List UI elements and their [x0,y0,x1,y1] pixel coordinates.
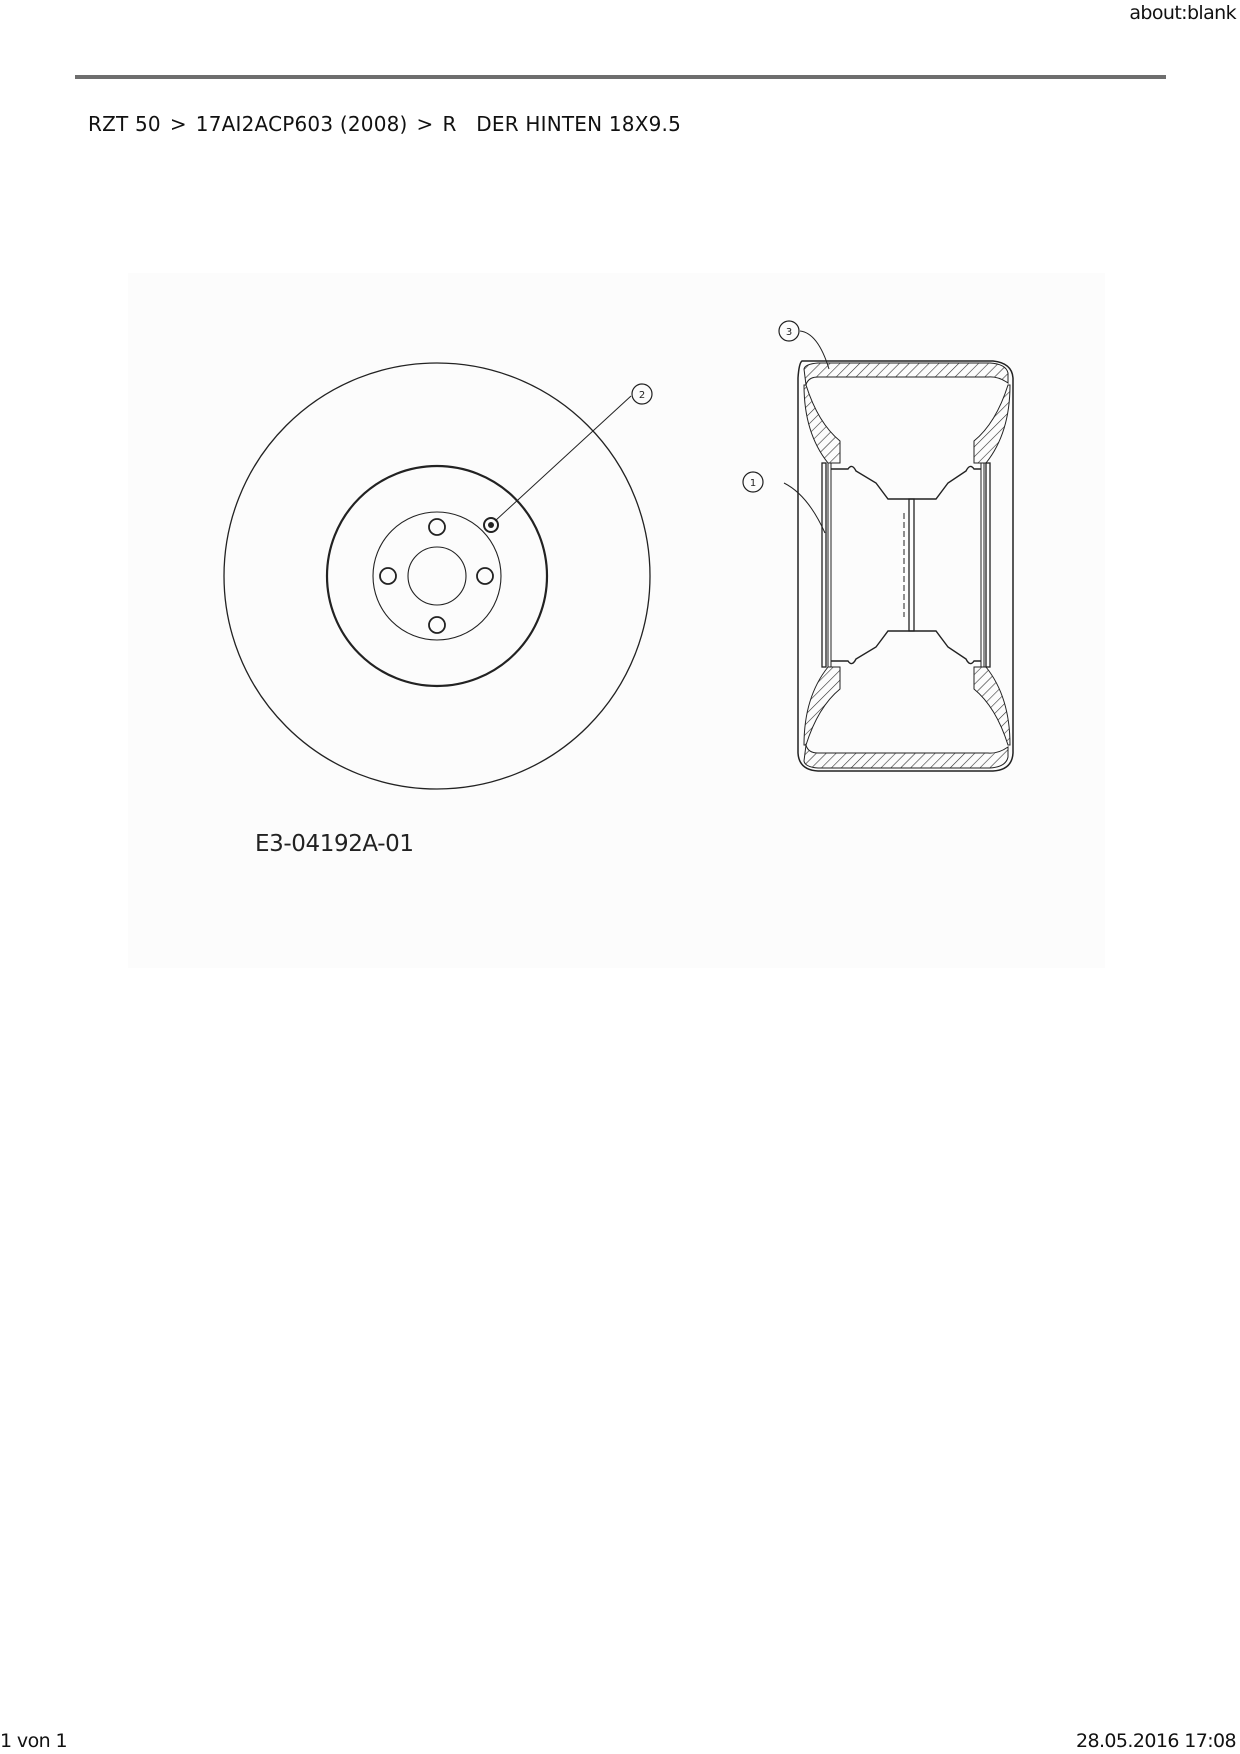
rim-profile-bottom [831,631,981,664]
print-datetime: 28.05.2016 17:08 [1076,1730,1236,1752]
callout-3 [779,321,799,341]
diagram-code: E3-04192A-01 [255,831,414,857]
rim-flange-left-inner [828,463,831,667]
breadcrumb-item-current: R DER HINTEN 18X9.5 [442,112,682,136]
tread-bottom-hatch [804,745,1008,768]
rim-flange-left [822,463,826,667]
callout-1-label: 1 [749,478,757,489]
wheel-front-view [224,363,650,789]
valve-stem-core [488,522,494,528]
sidewall-left-top [804,385,840,463]
callout-2-leader [495,396,631,521]
parts-diagram [128,273,1105,968]
callout-3-label: 3 [785,327,793,338]
wheel-exploded-drawing [128,273,1105,968]
breadcrumb-separator: > [416,112,434,136]
tread-top-hatch [804,363,1008,385]
wheel-cross-section [784,331,1013,771]
callout-2 [632,384,652,404]
sidewall-right-top [974,385,1010,463]
lug-hole-left [380,568,396,584]
sidewall-left-bottom [804,667,840,745]
center-bore [408,547,466,605]
breadcrumb-item-model[interactable]: RZT 50 [88,112,161,136]
rim-flange-right-inner [981,463,984,667]
hub-plate [373,512,501,640]
breadcrumb-separator: > [169,112,187,136]
hub-disc [909,499,914,631]
page-counter: 1 von 1 [0,1730,67,1752]
callout-1-leader [784,483,825,533]
header-divider [75,75,1166,79]
breadcrumb [88,112,681,136]
page-url: about:blank [1129,2,1236,24]
tire-outline [224,363,650,789]
rim-flange-right [986,463,990,667]
rim-profile-top [831,466,981,499]
lug-hole-right [477,568,493,584]
breadcrumb-item-part-number[interactable]: 17AI2ACP603 (2008) [195,112,408,136]
sidewall-right-bottom [974,667,1010,745]
callout-1 [743,472,763,492]
callout-2-label: 2 [638,390,646,401]
rim-outline [327,466,547,686]
lug-hole-bottom [429,617,445,633]
lug-hole-top [429,519,445,535]
